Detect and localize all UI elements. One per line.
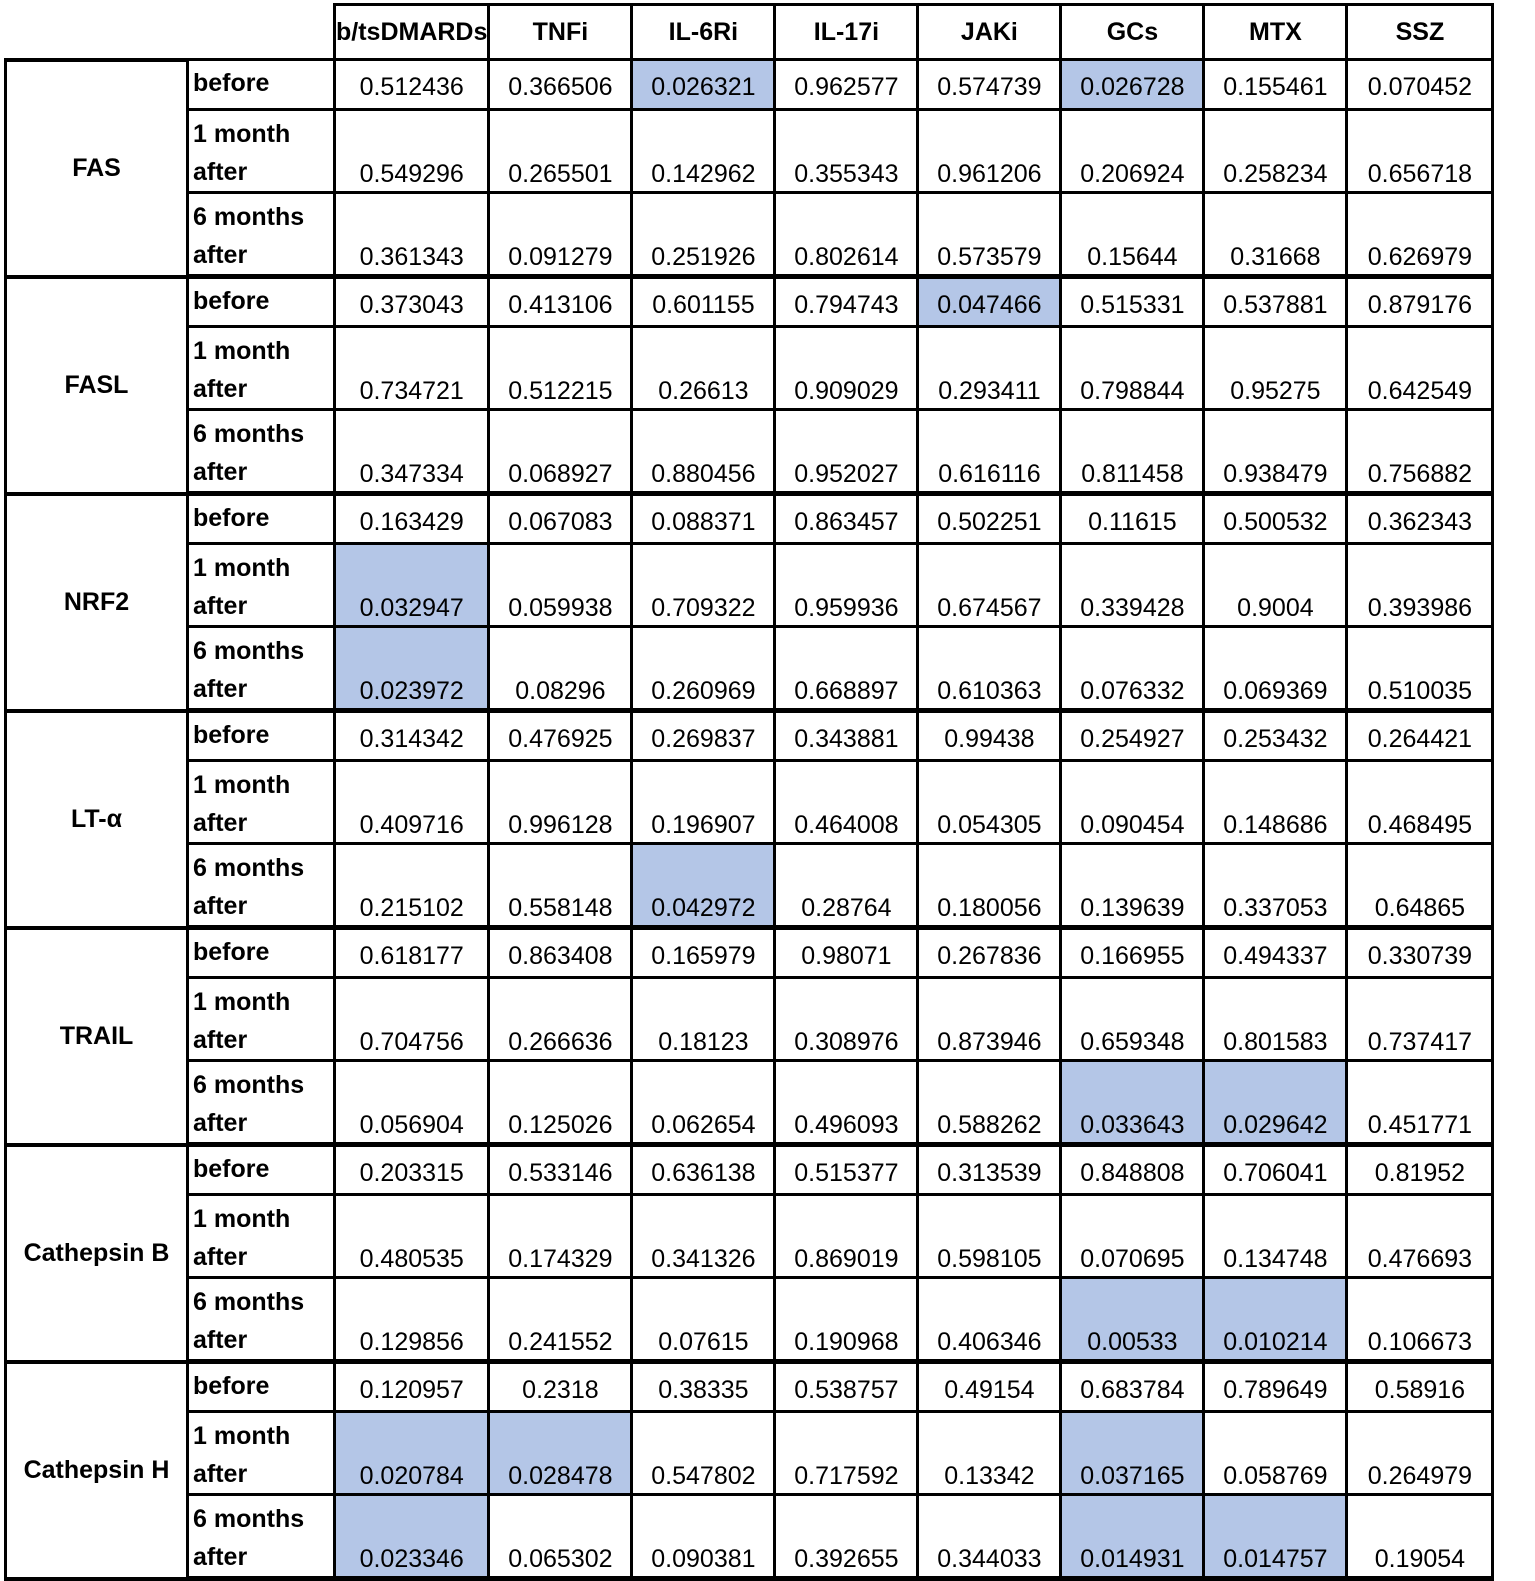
p-value-cell: 0.253432 (1204, 711, 1347, 761)
p-value-cell: 0.98071 (775, 928, 918, 978)
significant-p-value-cell: 0.029642 (1204, 1061, 1347, 1145)
p-value-cell: 0.656718 (1347, 110, 1493, 193)
p-value-cell: 0.344033 (918, 1495, 1061, 1579)
p-value-cell: 0.165979 (632, 928, 775, 978)
p-value-cell: 0.706041 (1204, 1145, 1347, 1195)
p-value-cell: 0.496093 (775, 1061, 918, 1145)
p-value-cell: 0.174329 (489, 1195, 632, 1278)
p-value-cell: 0.090454 (1061, 761, 1204, 844)
p-value-cell: 0.206924 (1061, 110, 1204, 193)
timepoint-cell: 6 months after (188, 1278, 335, 1362)
significant-p-value-cell: 0.028478 (489, 1412, 632, 1495)
p-value-cell: 0.558148 (489, 844, 632, 928)
p-value-cell: 0.512436 (335, 60, 489, 110)
header-blank-cell (188, 5, 335, 60)
p-value-cell: 0.26613 (632, 327, 775, 410)
p-value-cell: 0.11615 (1061, 494, 1204, 544)
p-value-cell: 0.464008 (775, 761, 918, 844)
p-value-cell: 0.515377 (775, 1145, 918, 1195)
p-value-cell: 0.704756 (335, 978, 489, 1061)
p-value-cell: 0.863457 (775, 494, 918, 544)
p-value-cell: 0.502251 (918, 494, 1061, 544)
p-value-cell: 0.142962 (632, 110, 775, 193)
p-value-cell: 0.500532 (1204, 494, 1347, 544)
timepoint-cell: 1 month after (188, 110, 335, 193)
p-value-cell: 0.139639 (1061, 844, 1204, 928)
p-value-cell: 0.515331 (1061, 277, 1204, 327)
p-value-cell: 0.106673 (1347, 1278, 1493, 1362)
p-value-cell: 0.366506 (489, 60, 632, 110)
p-value-cell: 0.659348 (1061, 978, 1204, 1061)
p-value-cell: 0.512215 (489, 327, 632, 410)
p-value-cell: 0.959936 (775, 544, 918, 627)
p-value-table (4, 3, 1494, 1581)
p-value-cell: 0.264979 (1347, 1412, 1493, 1495)
p-value-cell: 0.069369 (1204, 627, 1347, 711)
p-value-cell: 0.996128 (489, 761, 632, 844)
table-row (6, 844, 1493, 928)
p-value-cell: 0.873946 (918, 978, 1061, 1061)
p-value-cell: 0.330739 (1347, 928, 1493, 978)
p-value-cell: 0.909029 (775, 327, 918, 410)
column-header: TNFi (489, 5, 632, 60)
significant-p-value-cell: 0.023972 (335, 627, 489, 711)
timepoint-cell: before (188, 1145, 335, 1195)
p-value-cell: 0.362343 (1347, 494, 1493, 544)
column-header: b/tsDMARDs (335, 5, 489, 60)
table-row (6, 978, 1493, 1061)
p-value-cell: 0.801583 (1204, 978, 1347, 1061)
timepoint-cell: before (188, 1362, 335, 1412)
p-value-cell: 0.203315 (335, 1145, 489, 1195)
p-value-cell: 0.58916 (1347, 1362, 1493, 1412)
p-value-cell: 0.31668 (1204, 193, 1347, 277)
table-row (6, 410, 1493, 494)
p-value-cell: 0.28764 (775, 844, 918, 928)
column-header: JAKi (918, 5, 1061, 60)
significant-p-value-cell: 0.042972 (632, 844, 775, 928)
p-value-cell: 0.717592 (775, 1412, 918, 1495)
p-value-cell: 0.339428 (1061, 544, 1204, 627)
p-value-cell: 0.059938 (489, 544, 632, 627)
p-value-cell: 0.269837 (632, 711, 775, 761)
p-value-cell: 0.163429 (335, 494, 489, 544)
p-value-cell: 0.709322 (632, 544, 775, 627)
table-row (6, 193, 1493, 277)
p-value-cell: 0.406346 (918, 1278, 1061, 1362)
timepoint-cell: 6 months after (188, 1061, 335, 1145)
marker-name-cell: FAS (6, 60, 188, 277)
timepoint-cell: 1 month after (188, 978, 335, 1061)
p-value-cell: 0.789649 (1204, 1362, 1347, 1412)
timepoint-cell: 1 month after (188, 1412, 335, 1495)
column-header: SSZ (1347, 5, 1493, 60)
timepoint-cell: 6 months after (188, 410, 335, 494)
p-value-cell: 0.070452 (1347, 60, 1493, 110)
p-value-cell: 0.642549 (1347, 327, 1493, 410)
p-value-cell: 0.076332 (1061, 627, 1204, 711)
significant-p-value-cell: 0.014931 (1061, 1495, 1204, 1579)
table-row (6, 928, 1493, 978)
p-value-cell: 0.574739 (918, 60, 1061, 110)
p-value-cell: 0.616116 (918, 410, 1061, 494)
significant-p-value-cell: 0.032947 (335, 544, 489, 627)
p-value-cell: 0.802614 (775, 193, 918, 277)
p-value-cell: 0.260969 (632, 627, 775, 711)
table-row (6, 627, 1493, 711)
marker-name-cell: FASL (6, 277, 188, 494)
p-value-cell: 0.81952 (1347, 1145, 1493, 1195)
p-value-cell: 0.756882 (1347, 410, 1493, 494)
table-body (6, 60, 1493, 1579)
p-value-cell: 0.961206 (918, 110, 1061, 193)
p-value-cell: 0.683784 (1061, 1362, 1204, 1412)
header-blank-cell (6, 5, 188, 60)
column-header: IL-6Ri (632, 5, 775, 60)
table-row (6, 1495, 1493, 1579)
timepoint-cell: 1 month after (188, 761, 335, 844)
p-value-cell: 0.313539 (918, 1145, 1061, 1195)
timepoint-cell: 1 month after (188, 544, 335, 627)
p-value-cell: 0.794743 (775, 277, 918, 327)
table-row (6, 1061, 1493, 1145)
p-value-cell: 0.409716 (335, 761, 489, 844)
p-value-cell: 0.636138 (632, 1145, 775, 1195)
p-value-cell: 0.129856 (335, 1278, 489, 1362)
p-value-cell: 0.337053 (1204, 844, 1347, 928)
p-value-cell: 0.054305 (918, 761, 1061, 844)
timepoint-cell: 6 months after (188, 193, 335, 277)
p-value-cell: 0.155461 (1204, 60, 1347, 110)
p-value-cell: 0.120957 (335, 1362, 489, 1412)
p-value-cell: 0.547802 (632, 1412, 775, 1495)
p-value-cell: 0.293411 (918, 327, 1061, 410)
p-value-cell: 0.13342 (918, 1412, 1061, 1495)
p-value-cell: 0.091279 (489, 193, 632, 277)
table-row (6, 327, 1493, 410)
timepoint-cell: before (188, 494, 335, 544)
timepoint-cell: 6 months after (188, 1495, 335, 1579)
table-row (6, 544, 1493, 627)
column-header: MTX (1204, 5, 1347, 60)
p-value-cell: 0.38335 (632, 1362, 775, 1412)
table-row (6, 494, 1493, 544)
p-value-cell: 0.361343 (335, 193, 489, 277)
p-value-cell: 0.2318 (489, 1362, 632, 1412)
table-container (4, 3, 1494, 1581)
p-value-cell: 0.15644 (1061, 193, 1204, 277)
column-header: GCs (1061, 5, 1204, 60)
significant-p-value-cell: 0.020784 (335, 1412, 489, 1495)
marker-name-cell: Cathepsin H (6, 1362, 188, 1579)
p-value-cell: 0.451771 (1347, 1061, 1493, 1145)
p-value-cell: 0.355343 (775, 110, 918, 193)
significant-p-value-cell: 0.014757 (1204, 1495, 1347, 1579)
table-row (6, 1412, 1493, 1495)
p-value-cell: 0.952027 (775, 410, 918, 494)
p-value-cell: 0.476925 (489, 711, 632, 761)
significant-p-value-cell: 0.026321 (632, 60, 775, 110)
p-value-cell: 0.869019 (775, 1195, 918, 1278)
p-value-cell: 0.07615 (632, 1278, 775, 1362)
p-value-cell: 0.308976 (775, 978, 918, 1061)
p-value-cell: 0.588262 (918, 1061, 1061, 1145)
significant-p-value-cell: 0.010214 (1204, 1278, 1347, 1362)
p-value-cell: 0.373043 (335, 277, 489, 327)
p-value-cell: 0.070695 (1061, 1195, 1204, 1278)
p-value-cell: 0.468495 (1347, 761, 1493, 844)
timepoint-cell: 6 months after (188, 844, 335, 928)
p-value-cell: 0.258234 (1204, 110, 1347, 193)
p-value-cell: 0.058769 (1204, 1412, 1347, 1495)
p-value-cell: 0.190968 (775, 1278, 918, 1362)
p-value-cell: 0.798844 (1061, 327, 1204, 410)
p-value-cell: 0.601155 (632, 277, 775, 327)
p-value-cell: 0.196907 (632, 761, 775, 844)
table-row (6, 60, 1493, 110)
p-value-cell: 0.067083 (489, 494, 632, 544)
p-value-cell: 0.537881 (1204, 277, 1347, 327)
p-value-cell: 0.938479 (1204, 410, 1347, 494)
p-value-cell: 0.533146 (489, 1145, 632, 1195)
marker-name-cell: LT-α (6, 711, 188, 928)
p-value-cell: 0.166955 (1061, 928, 1204, 978)
p-value-cell: 0.19054 (1347, 1495, 1493, 1579)
p-value-cell: 0.267836 (918, 928, 1061, 978)
p-value-cell: 0.811458 (1061, 410, 1204, 494)
p-value-cell: 0.494337 (1204, 928, 1347, 978)
p-value-cell: 0.347334 (335, 410, 489, 494)
p-value-cell: 0.392655 (775, 1495, 918, 1579)
p-value-cell: 0.626979 (1347, 193, 1493, 277)
p-value-cell: 0.056904 (335, 1061, 489, 1145)
p-value-cell: 0.068927 (489, 410, 632, 494)
p-value-cell: 0.215102 (335, 844, 489, 928)
p-value-cell: 0.148686 (1204, 761, 1347, 844)
significant-p-value-cell: 0.026728 (1061, 60, 1204, 110)
table-row (6, 110, 1493, 193)
p-value-cell: 0.18123 (632, 978, 775, 1061)
table-row (6, 1362, 1493, 1412)
p-value-cell: 0.265501 (489, 110, 632, 193)
p-value-cell: 0.08296 (489, 627, 632, 711)
p-value-cell: 0.99438 (918, 711, 1061, 761)
significant-p-value-cell: 0.047466 (918, 277, 1061, 327)
p-value-cell: 0.254927 (1061, 711, 1204, 761)
p-value-cell: 0.64865 (1347, 844, 1493, 928)
p-value-cell: 0.125026 (489, 1061, 632, 1145)
p-value-cell: 0.266636 (489, 978, 632, 1061)
p-value-cell: 0.413106 (489, 277, 632, 327)
timepoint-cell: before (188, 277, 335, 327)
p-value-cell: 0.065302 (489, 1495, 632, 1579)
p-value-cell: 0.241552 (489, 1278, 632, 1362)
p-value-cell: 0.088371 (632, 494, 775, 544)
table-row (6, 277, 1493, 327)
significant-p-value-cell: 0.023346 (335, 1495, 489, 1579)
p-value-cell: 0.090381 (632, 1495, 775, 1579)
p-value-cell: 0.610363 (918, 627, 1061, 711)
p-value-cell: 0.393986 (1347, 544, 1493, 627)
timepoint-cell: before (188, 928, 335, 978)
p-value-cell: 0.251926 (632, 193, 775, 277)
header-row (6, 5, 1493, 60)
column-header: IL-17i (775, 5, 918, 60)
timepoint-cell: before (188, 711, 335, 761)
timepoint-cell: before (188, 60, 335, 110)
p-value-cell: 0.618177 (335, 928, 489, 978)
table-row (6, 711, 1493, 761)
p-value-cell: 0.573579 (918, 193, 1061, 277)
p-value-cell: 0.180056 (918, 844, 1061, 928)
p-value-cell: 0.341326 (632, 1195, 775, 1278)
marker-name-cell: NRF2 (6, 494, 188, 711)
p-value-cell: 0.264421 (1347, 711, 1493, 761)
p-value-cell: 0.510035 (1347, 627, 1493, 711)
p-value-cell: 0.343881 (775, 711, 918, 761)
p-value-cell: 0.737417 (1347, 978, 1493, 1061)
timepoint-cell: 6 months after (188, 627, 335, 711)
p-value-cell: 0.598105 (918, 1195, 1061, 1278)
p-value-cell: 0.476693 (1347, 1195, 1493, 1278)
p-value-cell: 0.879176 (1347, 277, 1493, 327)
table-row (6, 761, 1493, 844)
p-value-cell: 0.480535 (335, 1195, 489, 1278)
timepoint-cell: 1 month after (188, 327, 335, 410)
significant-p-value-cell: 0.033643 (1061, 1061, 1204, 1145)
table-row (6, 1145, 1493, 1195)
marker-name-cell: Cathepsin B (6, 1145, 188, 1362)
p-value-cell: 0.962577 (775, 60, 918, 110)
p-value-cell: 0.134748 (1204, 1195, 1347, 1278)
p-value-cell: 0.9004 (1204, 544, 1347, 627)
p-value-cell: 0.538757 (775, 1362, 918, 1412)
p-value-cell: 0.49154 (918, 1362, 1061, 1412)
significant-p-value-cell: 0.00533 (1061, 1278, 1204, 1362)
p-value-cell: 0.062654 (632, 1061, 775, 1145)
p-value-cell: 0.848808 (1061, 1145, 1204, 1195)
timepoint-cell: 1 month after (188, 1195, 335, 1278)
p-value-cell: 0.734721 (335, 327, 489, 410)
significant-p-value-cell: 0.037165 (1061, 1412, 1204, 1495)
p-value-cell: 0.314342 (335, 711, 489, 761)
p-value-cell: 0.668897 (775, 627, 918, 711)
marker-name-cell: TRAIL (6, 928, 188, 1145)
p-value-cell: 0.674567 (918, 544, 1061, 627)
p-value-cell: 0.863408 (489, 928, 632, 978)
p-value-cell: 0.880456 (632, 410, 775, 494)
table-row (6, 1278, 1493, 1362)
table-row (6, 1195, 1493, 1278)
p-value-cell: 0.95275 (1204, 327, 1347, 410)
p-value-cell: 0.549296 (335, 110, 489, 193)
